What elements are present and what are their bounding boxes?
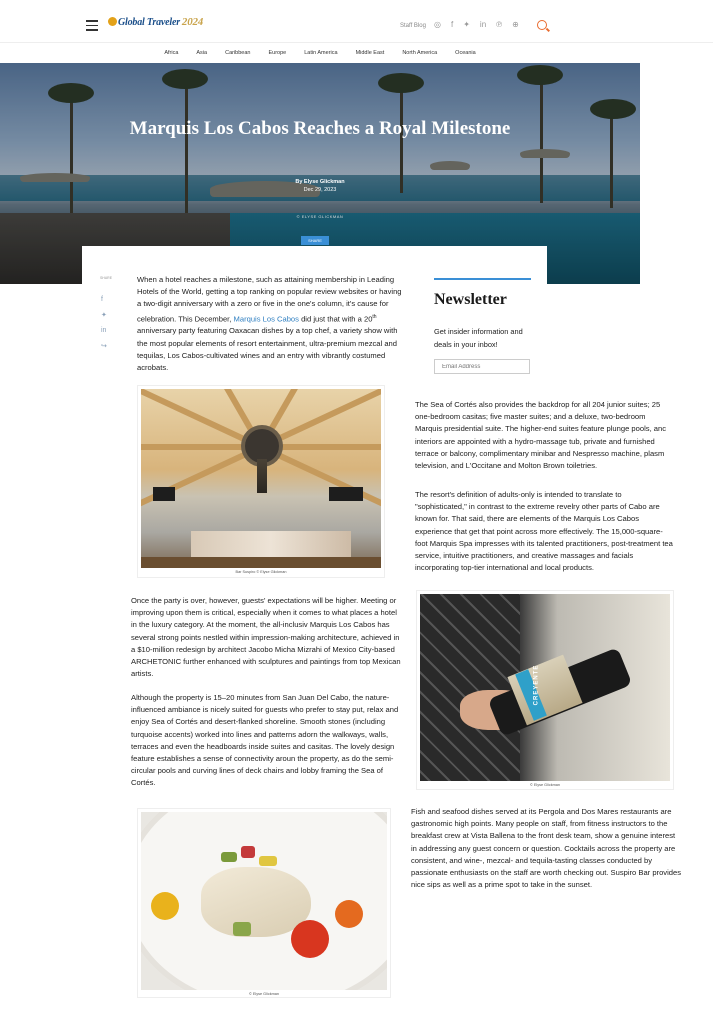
p1-sup: th	[372, 313, 377, 320]
globe-icon	[108, 17, 117, 26]
region-oceania[interactable]: Oceania	[455, 49, 476, 56]
share-twitter-icon[interactable]: ✦	[101, 312, 107, 319]
share-label: SHARE	[99, 276, 113, 280]
article-title: Marquis Los Cabos Reaches a Royal Milestone	[129, 118, 511, 139]
bar-floor	[141, 557, 381, 568]
orange-tomato	[335, 900, 363, 928]
p1-text-c: anniversary party featuring Oaxacan dishes by a top chef, a variety show with the most popular elements of resort entertainment, ultra-premium mezcal and tequilas, Los Cabos-cultivated wines and an entry with vibrantly costumed acrobats.	[137, 326, 398, 372]
publish-date: Dec 29, 2023	[303, 187, 337, 193]
region-europe[interactable]: Europe	[268, 49, 287, 56]
region-latin-america[interactable]: Latin America	[304, 49, 338, 56]
email-input[interactable]	[434, 359, 530, 374]
caption-bar: Bar Suspiro © Elyse Glickman	[235, 570, 287, 574]
p1-text: When a hotel reaches a milestone, such as attaining membership in Leading Hotels of the World, getting a top ranking on popular review websites or having a two-digit anniversary with a zero or five in the one's column, it's cause for celebration. This December,	[137, 275, 402, 324]
vegetable	[241, 846, 255, 858]
flipboard-icon[interactable]: ⊕	[512, 20, 519, 29]
vest-pattern	[420, 594, 520, 781]
logo-text: Global Traveler	[118, 17, 180, 28]
article-paragraph-5: The resort's definition of adults-only is intended to translate to "sophisticated," in contrast to the extreme revelry other parts of Cabo are known for. That said, there are elements of the Marquis Los Cabos experience that get that point across more effectively. The 15,000-square-foot Marquis Spa impresses with its talented practitioners, post-treatment tea service, intuitive practitioners, and creative massages and facials incorporating top-tier international and local products.	[415, 490, 673, 573]
share-badge[interactable]: SHARE	[301, 236, 329, 245]
tv-screen	[153, 487, 175, 501]
bar-counter	[191, 531, 351, 557]
share-rail	[101, 296, 107, 350]
vegetable	[233, 922, 251, 936]
region-caribbean[interactable]: Caribbean	[225, 49, 251, 56]
pinterest-icon[interactable]: ℗	[496, 20, 503, 29]
caption-bottle: © Elyse Glickman	[529, 783, 560, 787]
newsletter-copy: Get insider information and deals in your inbox!	[434, 327, 523, 349]
share-forward-icon[interactable]: ↪	[101, 343, 107, 350]
share-facebook-icon[interactable]: f	[101, 296, 103, 303]
twitter-icon[interactable]: ✦	[463, 20, 470, 29]
logo-year: 2024	[181, 16, 204, 28]
tv-screen	[329, 487, 363, 501]
ceiling-slat	[261, 444, 381, 450]
article-paragraph-3: Although the property is 15–20 minutes from San Juan Del Cabo, the nature-influenced ambiance is nicely suited for guests who prefer to stay put, relax and enjoy Sea of Cortés and desert-flanked shoreline. Smooth stones (including turquoise accents) worked into lines and patterns adorn the walkways, walls, terraces and even the headboards inside suites and casitas. The lovely design feature establishes a sense of connectivity aroun the property, as do the semi-circular pools and curving lines of deck chairs and lobby framing the Sea of Cortés.	[131, 693, 399, 788]
region-north-america[interactable]: North America	[402, 49, 438, 56]
region-africa[interactable]: Africa	[164, 49, 179, 56]
region-middle-east[interactable]: Middle East	[355, 49, 385, 56]
share-linkedin-icon[interactable]: in	[101, 327, 107, 334]
bottle-photo	[420, 594, 670, 781]
top-bar	[0, 0, 713, 43]
chandelier	[245, 429, 279, 463]
fish-photo	[141, 812, 387, 990]
region-nav	[0, 42, 640, 63]
caption-fish: © Elyse Glickman	[248, 992, 279, 996]
author[interactable]: By Elyse Glickman	[295, 179, 345, 185]
newsletter-accent	[434, 278, 531, 280]
red-tomato	[291, 920, 329, 958]
social-links	[434, 20, 519, 29]
instagram-icon[interactable]: ◎	[434, 20, 441, 29]
marquis-link[interactable]: Marquis Los Cabos	[233, 314, 299, 324]
search-icon[interactable]	[537, 20, 547, 30]
byline	[220, 178, 420, 194]
hero-photo-credit: © ELYSE GLICKMAN	[296, 214, 344, 219]
staff-blog-link[interactable]: Staff Blog	[400, 23, 426, 29]
linkedin-icon[interactable]: in	[479, 20, 487, 29]
newsletter-title: Newsletter	[434, 291, 507, 308]
vegetable	[221, 852, 237, 862]
vegetable	[259, 856, 277, 866]
ceiling-slat	[141, 444, 261, 450]
bar-photo	[141, 389, 381, 568]
site-logo[interactable]	[108, 16, 203, 28]
facebook-icon[interactable]: f	[450, 20, 454, 29]
article-paragraph-6: Fish and seafood dishes served at its Pergola and Dos Mares restaurants are gastronomic high points. Many people on staff, from fitness instructors to the breakfast crew at Vista Ballena to the front desk team, show a genuine interest in addressing any guest concern or question. Cocktails across the property are consistent, and wine-, mezcal- and tequila-tasting classes conducted by passionate enthusiasts on the staff are worth checking out. Suspiro Bar provides nice sips as well as a prime spot to take in the sunset.	[411, 807, 682, 890]
bottle-label-text: CREYENTE	[533, 664, 540, 706]
p1-text-b: did just that with a 20	[298, 314, 373, 324]
article-paragraph-2: Once the party is over, however, guests' expectations will be higher. Meeting or improving upon them is critical, especially when it comes to what places a hotel in the luxury category. At the moment, the all-inclusiv Marquis Los Cabos has several strong points nestled within impression-making architecture, achieved in a $10-million redesign by architect Jacobo Micha Mizrahi of Mexico City-based ARCHETONIC further enhanced with sculptures and paintings from top Mexican artists.	[131, 596, 401, 679]
menu-icon[interactable]	[86, 20, 98, 30]
region-asia[interactable]: Asia	[196, 49, 208, 56]
article-paragraph-1	[137, 274, 402, 374]
yellow-tomato	[151, 892, 179, 920]
article-paragraph-4: The Sea of Cortés also provides the backdrop for all 204 junior suites; 25 one-bedroom casitas; five master suites; and a deluxe, two-bedroom Marquis presidential suite. The higher-end suites feature plunge pools, anc interiors are appointed with a hydro-massage tub, private and furnished terrace or balcony, complimentary minibar and Nespresso machine, plasm television, and L'Occitane and Molton Brown toiletries.	[415, 400, 667, 471]
